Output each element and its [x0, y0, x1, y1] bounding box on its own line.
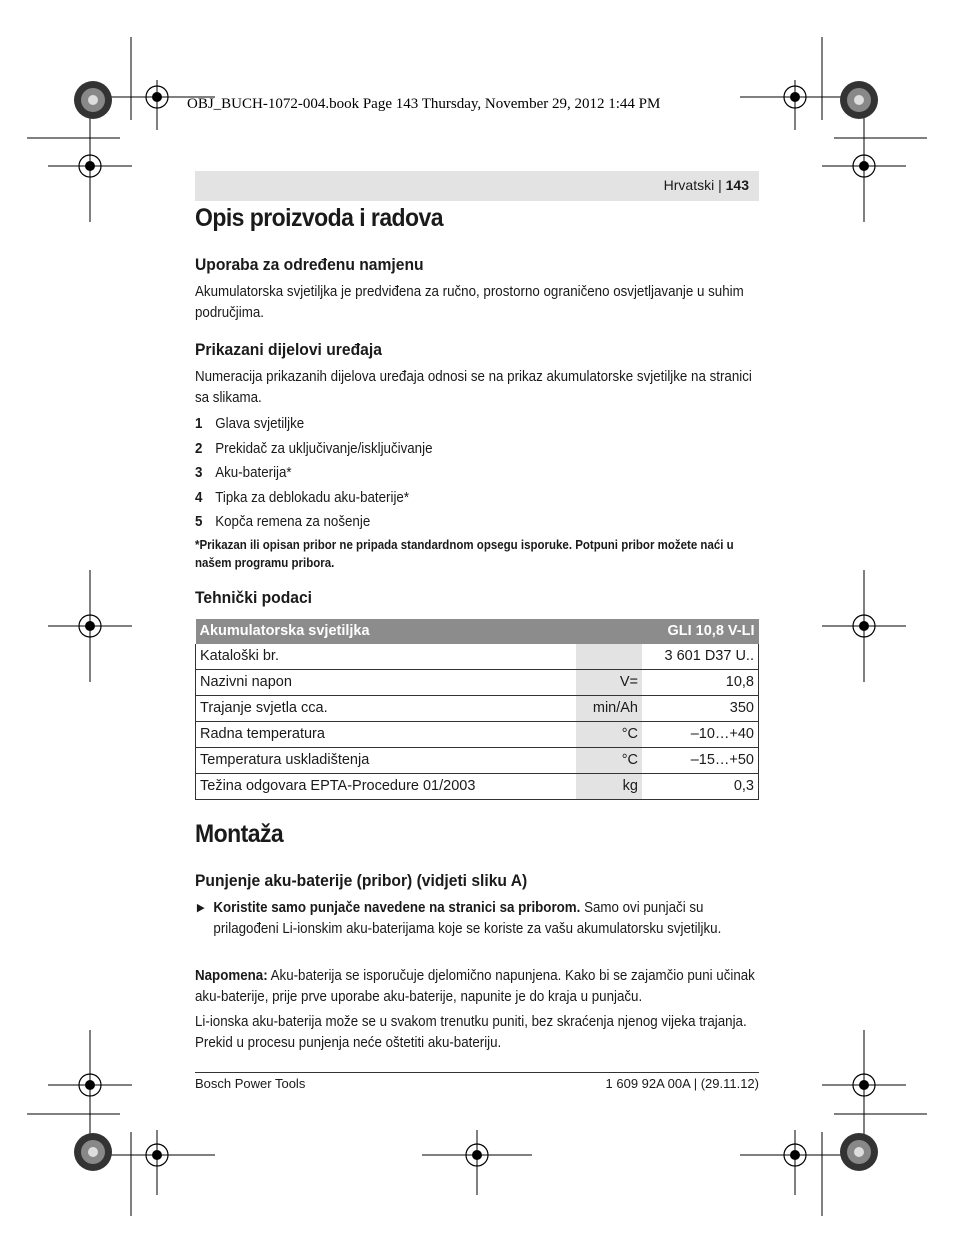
list-item — [195, 463, 292, 484]
list-item-label: Tipka za deblokadu aku-baterije* — [215, 490, 410, 506]
row-label: Težina odgovara EPTA-Procedure 01/2003 — [196, 774, 577, 800]
page-number: 143 — [725, 177, 749, 193]
page-language: Hrvatski — [663, 177, 715, 193]
paragraph-intended-use: Akumulatorska svjetiljka je predviđena za ručno, prostorno ograničeno osvjetljavanje u suhim područjima. — [195, 284, 744, 321]
row-unit: kg — [576, 774, 642, 800]
table-row — [196, 748, 759, 774]
charging-note — [195, 966, 758, 1008]
row-unit: °C — [576, 722, 642, 748]
heading-product-features: Prikazani dijelovi uređaja — [195, 340, 382, 359]
list-item — [195, 512, 370, 533]
charging-bullet — [195, 898, 758, 940]
file-header: OBJ_BUCH-1072-004.book Page 143 Thursday, November 29, 2012 1:44 PM — [187, 96, 661, 112]
table-row — [196, 644, 759, 670]
row-unit: °C — [576, 748, 642, 774]
charging-paragraph: Li-ionska aku-baterija može se u svakom trenutku puniti, bez skraćenja njenog vijeka trajanja. Prekid u procesu punjenja neće oštetiti aku-bateriju. — [195, 1014, 747, 1051]
heading-battery-charging: Punjenje aku-baterije (pribor) (vidjeti sliku A) — [195, 871, 528, 890]
footer-divider — [195, 1072, 759, 1073]
list-item-label: Prekidač za uključivanje/isključivanje — [215, 441, 433, 457]
list-item-number: 4 — [195, 490, 203, 506]
row-label: Trajanje svjetla cca. — [196, 696, 577, 722]
row-unit — [576, 644, 642, 670]
footer-publisher: Bosch Power Tools — [195, 1076, 306, 1091]
row-value: 10,8 — [642, 670, 759, 696]
list-item-number: 5 — [195, 514, 203, 530]
section-title-assembly: Montaža — [195, 820, 284, 848]
list-item-number: 2 — [195, 441, 203, 457]
heading-technical-data: Tehnički podaci — [195, 588, 313, 607]
row-label: Radna temperatura — [196, 722, 577, 748]
note-label: Napomena: — [195, 968, 268, 984]
bullet-arrow-icon: ▶ — [196, 902, 205, 914]
accessory-footnote: *Prikazan ili opisan pribor ne pripada standardnom opsegu isporuke. Potpuni pribor možete naći u našem programu pribora. — [195, 538, 734, 570]
list-item-label: Glava svjetiljke — [215, 416, 305, 432]
list-item — [195, 414, 304, 435]
row-unit: V= — [576, 670, 642, 696]
table-header-label: Akumulatorska svjetiljka — [196, 619, 643, 644]
page-language-number: Hrvatski | 143 — [663, 177, 749, 193]
row-unit: min/Ah — [576, 696, 642, 722]
row-value: 3 601 D37 U.. — [642, 644, 759, 670]
table-row — [196, 696, 759, 722]
list-item-number: 3 — [195, 465, 203, 481]
row-label: Kataloški br. — [196, 644, 577, 670]
list-item — [195, 488, 409, 509]
heading-intended-use: Uporaba za određenu namjenu — [195, 255, 424, 274]
page-header-band — [195, 171, 759, 201]
footer-document-number: 1 609 92A 00A | (29.11.12) — [605, 1076, 759, 1091]
bullet-text: Samo ovi punjači su prilagođeni Li-ionskim aku-baterijama koje se koriste za vašu akumulatorsku svjetiljku. — [213, 900, 722, 937]
row-value: –15…+50 — [642, 748, 759, 774]
bullet-bold-text: Koristite samo punjače navedene na stranici sa priborom. — [213, 900, 581, 916]
row-label: Nazivni napon — [196, 670, 577, 696]
table-row — [196, 774, 759, 800]
paragraph-product-features: Numeracija prikazanih dijelova uređaja odnosi se na prikaz akumulatorske svjetiljke na stranici sa slikama. — [195, 369, 752, 406]
row-value: 0,3 — [642, 774, 759, 800]
table-row — [196, 722, 759, 748]
note-text: Aku-baterija se isporučuje djelomično napunjena. Kako bi se zajamčio puni učinak aku-baterije, prije prve uporabe aku-baterije, napunite je do kraja u punjaču. — [195, 968, 755, 1005]
list-item-number: 1 — [195, 416, 203, 432]
row-label: Temperatura uskladištenja — [196, 748, 577, 774]
table-row — [196, 670, 759, 696]
section-title-product-description: Opis proizvoda i radova — [195, 204, 444, 232]
table-header-row — [196, 619, 759, 644]
technical-data-table — [195, 619, 759, 800]
table-header-model: GLI 10,8 V-LI — [642, 619, 759, 644]
list-item-label: Kopča remena za nošenje — [215, 514, 371, 530]
list-item-label: Aku-baterija* — [215, 465, 292, 481]
row-value: –10…+40 — [642, 722, 759, 748]
list-item — [195, 439, 432, 460]
row-value: 350 — [642, 696, 759, 722]
